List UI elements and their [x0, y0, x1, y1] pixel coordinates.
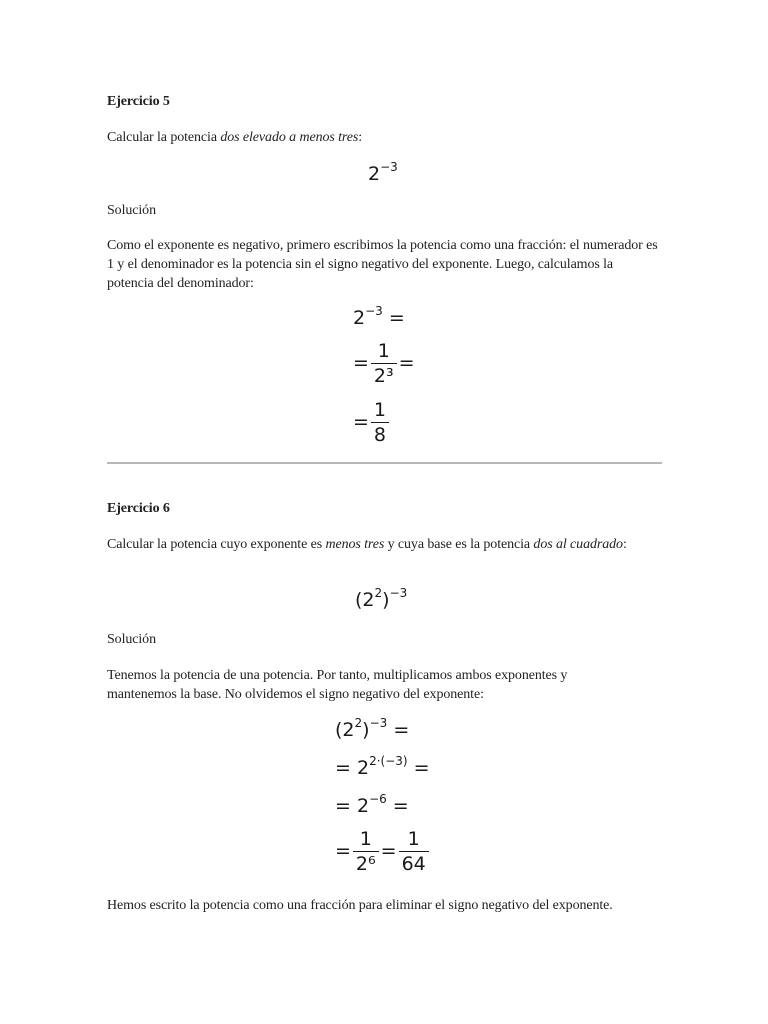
math-equals: =: [335, 840, 351, 862]
math-fraction: [371, 400, 389, 445]
exercise-5-solution-label: Solución: [107, 203, 156, 218]
math-exponent: −3: [389, 585, 408, 600]
math-equals: =: [382, 307, 405, 329]
fraction-denominator: 64: [401, 853, 426, 875]
exercise-5-prompt-colon: :: [358, 130, 362, 145]
math-fraction: [353, 829, 379, 874]
math-fraction: [371, 341, 397, 386]
exercise-6-title: Ejercicio 6: [107, 501, 170, 516]
exercise-6-solution-label: Solución: [107, 632, 156, 647]
math-base: 2: [368, 163, 381, 185]
fraction-numerator: 1: [371, 341, 397, 364]
exercise-6-step-2: [335, 753, 430, 779]
math-equals: =: [386, 795, 409, 817]
math-equals: =: [398, 352, 415, 374]
fraction-denominator: 2³: [373, 365, 394, 387]
exercise-6-explanation: Tenemos la potencia de una potencia. Por tanto, multiplicamos ambos exponentes y mantenemos la base. No olvidemos el signo negativo del exponente:: [107, 668, 568, 702]
math-exponent: 2: [354, 715, 363, 730]
exercise-6-prompt-emphasis: menos tres: [325, 537, 385, 552]
math-close-paren: ): [362, 719, 370, 741]
math-close-paren: ): [382, 589, 390, 611]
math-equals: =: [353, 411, 369, 433]
exercise-6-prompt-text: Calcular la potencia cuyo exponente es: [107, 537, 326, 552]
exercise-5-prompt: [107, 128, 663, 147]
math-open-paren: (2: [355, 589, 375, 611]
fraction-denominator: 2⁶: [355, 853, 376, 875]
fraction-numerator: 1: [371, 400, 389, 423]
exercise-6-prompt-emphasis: dos al cuadrado: [533, 537, 623, 552]
section-divider: [107, 462, 662, 464]
math-open-paren: (2: [335, 719, 355, 741]
math-exponent: −3: [365, 303, 383, 318]
exercise-5-step-3: [353, 400, 391, 445]
exercise-5-title: Ejercicio 5: [107, 94, 170, 109]
math-base: 2: [353, 307, 366, 329]
math-exponent: −3: [380, 159, 398, 174]
exercise-6-step-1: [335, 715, 410, 741]
exercise-5-expression: [368, 159, 398, 185]
fraction-numerator: 1: [353, 829, 379, 852]
exercise-6-step-4: [335, 829, 431, 874]
exercise-5-explanation: Como el exponente es negativo, primero escribimos la potencia como una fracción: el numerador es 1 y el denominador es la potencia sin el signo negativo del exponente. Luego, calculamos la potencia del denominador:: [107, 238, 658, 291]
math-equals: =: [380, 840, 397, 862]
math-base: = 2: [335, 757, 370, 779]
exercise-5-step-1: [353, 303, 405, 329]
exercise-5-prompt-emphasis: dos elevado a menos tres: [220, 130, 359, 145]
math-exponent: 2·(−3): [369, 753, 408, 768]
exercise-5-prompt-text: Calcular la potencia: [107, 130, 221, 145]
exercise-6-step-3: [335, 791, 409, 817]
math-base: = 2: [335, 795, 370, 817]
exercise-6-conclusion: Hemos escrito la potencia como una fracción para eliminar el signo negativo del exponente.: [107, 898, 613, 913]
fraction-numerator: 1: [399, 829, 429, 852]
exercise-6-prompt-text: y cuya base es la potencia: [384, 537, 534, 552]
exercise-6-expression: [355, 585, 408, 611]
math-equals: =: [387, 719, 410, 741]
math-equals: =: [407, 757, 430, 779]
math-exponent: 2: [374, 585, 383, 600]
exercise-6-prompt: [107, 535, 627, 554]
math-fraction: [399, 829, 429, 874]
math-equals: =: [353, 352, 369, 374]
exercise-6-prompt-colon: :: [622, 537, 627, 552]
math-exponent: −3: [369, 715, 388, 730]
exercise-5-step-2: [353, 341, 415, 386]
math-exponent: −6: [369, 791, 387, 806]
fraction-denominator: 8: [373, 424, 387, 446]
